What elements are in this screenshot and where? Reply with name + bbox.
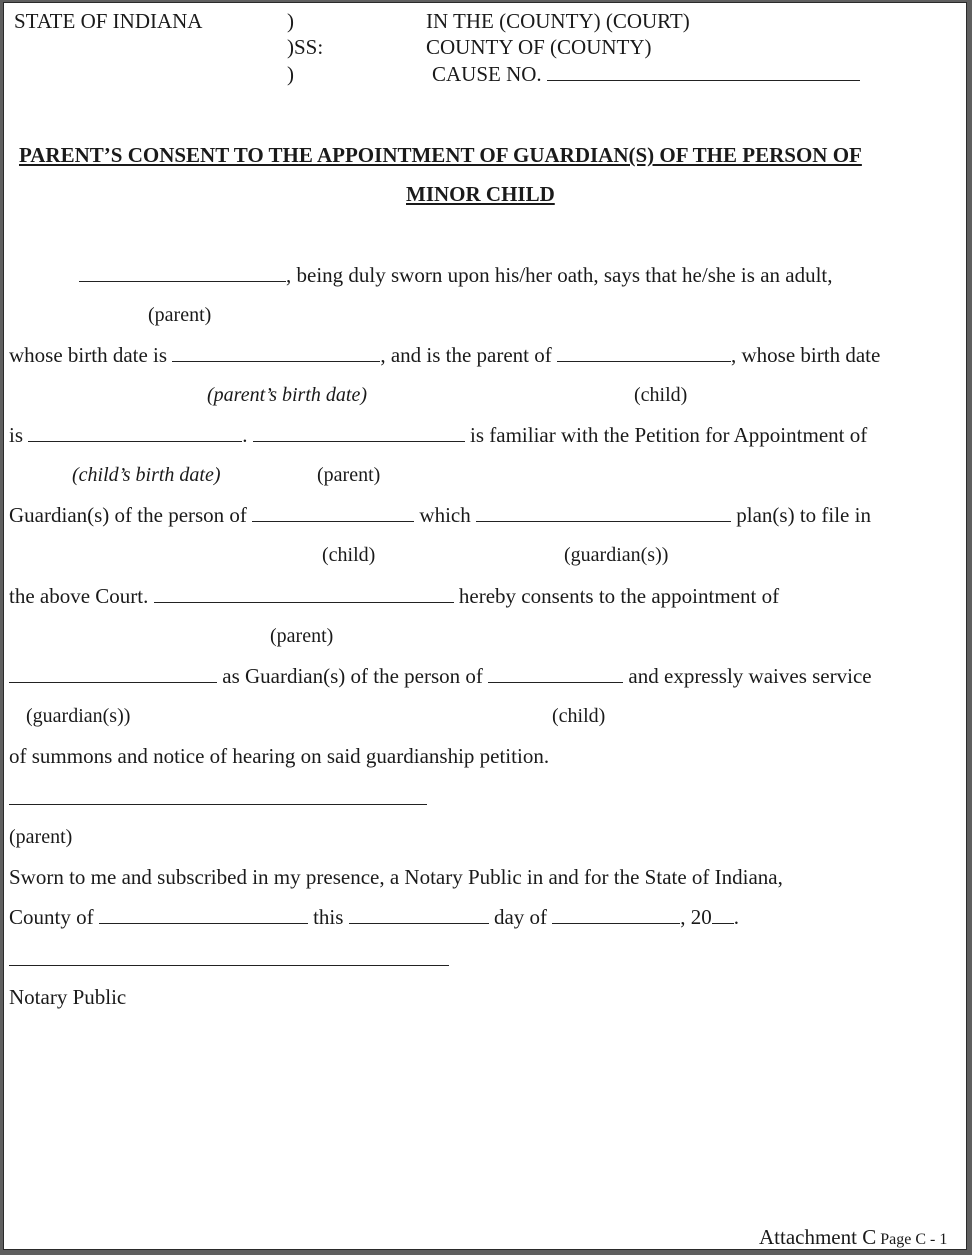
- court-heading: IN THE (COUNTY) (COURT): [426, 9, 690, 33]
- title-line-2: MINOR CHILD: [406, 182, 555, 206]
- notary-date-line: [9, 905, 739, 929]
- guardian-name-field[interactable]: [476, 503, 731, 522]
- body-text: is: [9, 423, 24, 447]
- caption-ss: )SS:: [287, 35, 324, 59]
- body-text: and expressly waives service: [628, 664, 872, 688]
- label-parent-signature: (parent): [9, 826, 73, 848]
- cause-number-field[interactable]: [547, 62, 860, 81]
- notary-sworn-text: Sworn to me and subscribed in my presence, a Notary Public in and for the State of Indiana,: [9, 865, 783, 889]
- body-text: .: [733, 905, 740, 929]
- body-line-4: [9, 503, 871, 527]
- child-name-field-3[interactable]: [488, 664, 623, 683]
- guardian-name-field-2[interactable]: [9, 664, 217, 683]
- child-name-field-2[interactable]: [252, 503, 414, 522]
- notary-signature-line[interactable]: [9, 965, 449, 966]
- parent-birth-date-field[interactable]: [172, 343, 380, 362]
- caption-paren: ): [287, 9, 294, 33]
- notary-year-field[interactable]: [712, 905, 734, 924]
- body-text: , being duly sworn upon his/her oath, says that he/she is an adult,: [286, 263, 833, 287]
- body-text: Guardian(s) of the person of: [9, 503, 247, 527]
- body-line-2: [9, 343, 880, 367]
- label-parent: (parent): [148, 304, 212, 326]
- body-text: day of: [493, 905, 548, 929]
- body-text: County of: [9, 905, 94, 929]
- notary-day-field[interactable]: [349, 905, 489, 924]
- county-heading: COUNTY OF (COUNTY): [426, 35, 652, 59]
- parent-name-field-2[interactable]: [253, 423, 465, 442]
- body-line-3: [9, 423, 867, 447]
- child-name-field[interactable]: [557, 343, 731, 362]
- body-text: the above Court.: [9, 584, 149, 608]
- body-text: which: [419, 503, 471, 527]
- body-text: , 20: [680, 905, 712, 929]
- body-text: plan(s) to file in: [736, 503, 871, 527]
- child-birth-date-field[interactable]: [28, 423, 242, 442]
- label-parent-birth-date: (parent’s birth date): [207, 384, 367, 406]
- body-text: .: [242, 423, 248, 447]
- label-child-birth-date: (child’s birth date): [72, 464, 221, 486]
- label-guardian: (guardian(s)): [26, 705, 131, 727]
- label-child: (child): [552, 705, 606, 727]
- body-text: as Guardian(s) of the person of: [222, 664, 483, 688]
- body-text: whose birth date is: [9, 343, 168, 367]
- body-line-5: [9, 584, 779, 608]
- label-parent: (parent): [317, 464, 381, 486]
- caption-paren: ): [287, 62, 294, 86]
- body-line-7: of summons and notice of hearing on said guardianship petition.: [9, 744, 550, 768]
- label-parent: (parent): [270, 625, 334, 647]
- parent-name-field[interactable]: [79, 263, 286, 282]
- attachment-label: Attachment C: [759, 1225, 877, 1249]
- parent-name-field-3[interactable]: [154, 584, 454, 603]
- notary-county-field[interactable]: [99, 905, 308, 924]
- document-page: [3, 2, 967, 1250]
- body-line-6: [9, 664, 872, 688]
- label-child: (child): [634, 384, 688, 406]
- page-footer: [759, 1225, 947, 1250]
- page-number: Page C - 1: [880, 1231, 948, 1248]
- body-text: hereby consents to the appointment of: [458, 584, 780, 608]
- state-heading: STATE OF INDIANA: [14, 9, 203, 33]
- notary-public-label: Notary Public: [9, 985, 127, 1009]
- notary-month-field[interactable]: [552, 905, 680, 924]
- cause-number: [432, 62, 860, 86]
- body-line-1: [79, 263, 833, 287]
- label-guardian: (guardian(s)): [564, 544, 669, 566]
- parent-signature-line[interactable]: [9, 804, 427, 805]
- body-text: this: [313, 905, 344, 929]
- body-text: , whose birth date: [731, 343, 881, 367]
- title-line-1: PARENT’S CONSENT TO THE APPOINTMENT OF GUARDIAN(S) OF THE PERSON OF: [19, 143, 862, 167]
- cause-label: CAUSE NO.: [432, 62, 542, 86]
- body-text: is familiar with the Petition for Appointment of: [470, 423, 868, 447]
- label-child: (child): [322, 544, 376, 566]
- body-text: , and is the parent of: [380, 343, 552, 367]
